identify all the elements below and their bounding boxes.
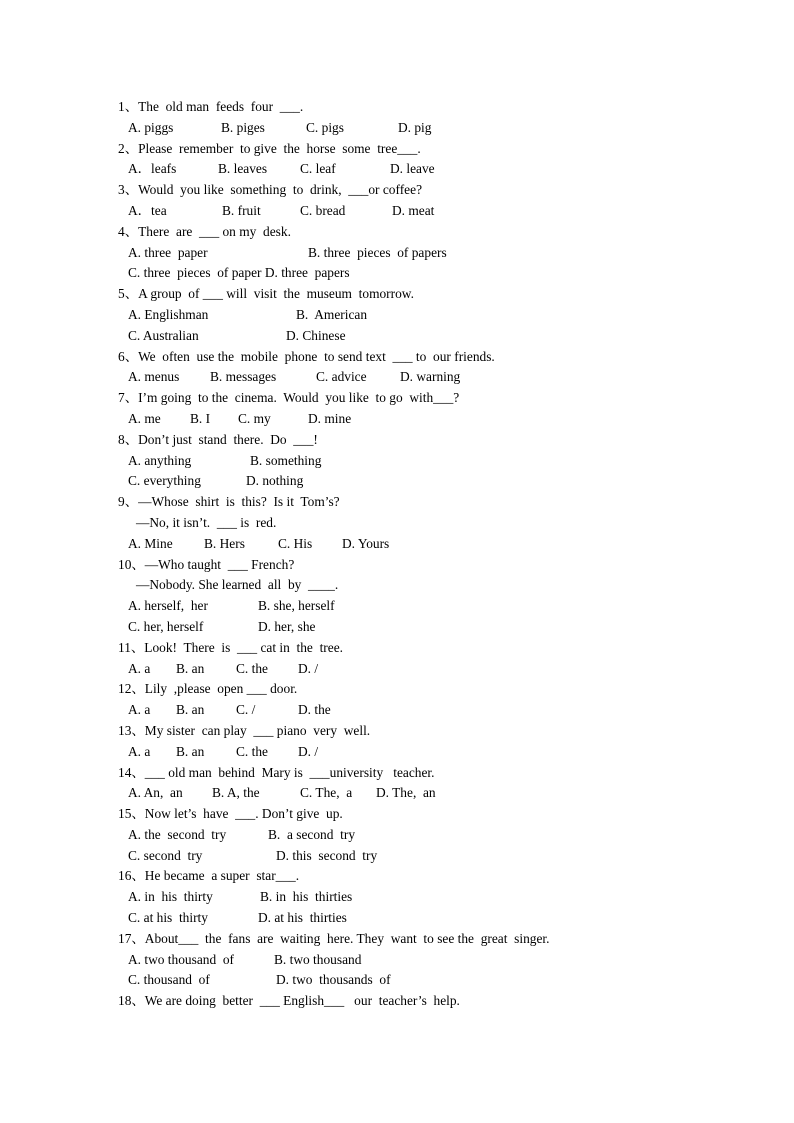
question-number: 13、 xyxy=(118,722,145,738)
question-3-options-row xyxy=(118,201,738,222)
question-text: I’m going to the cinema. Would you like to go with___? xyxy=(138,390,460,406)
answer-option: C. my xyxy=(238,410,271,426)
question-14-options-row xyxy=(118,783,738,804)
answer-option: D. / xyxy=(298,743,319,759)
answer-option: C. the xyxy=(236,743,268,759)
question-5-options-row xyxy=(118,326,738,347)
answer-option: A. herself, her xyxy=(128,598,208,614)
answer-option: A. a xyxy=(128,743,151,759)
question-number: 5、 xyxy=(118,286,139,302)
question-text: Lily ,please open ___ door. xyxy=(144,681,298,697)
question-number: 8、 xyxy=(118,431,139,447)
question-9-options-row xyxy=(118,534,738,555)
question-13 xyxy=(118,721,738,742)
question-4-options-row xyxy=(118,263,738,284)
answer-option: C. at his thirty xyxy=(128,910,208,926)
question-text: There are ___ on my desk. xyxy=(138,223,291,239)
answer-option: D. leave xyxy=(390,161,435,177)
answer-option: D. mine xyxy=(308,410,352,426)
answer-option: D. at his thirties xyxy=(258,910,347,926)
question-number: 18、 xyxy=(118,993,145,1009)
answer-option: C. second try xyxy=(128,847,203,863)
question-text: Don’t just stand there. Do ___! xyxy=(138,431,318,447)
question-number: 3、 xyxy=(118,182,139,198)
answer-option: D. nothing xyxy=(246,473,304,489)
question-text: —Who taught ___ French? xyxy=(144,556,295,572)
answer-option: B. two thousand xyxy=(274,951,362,967)
question-12 xyxy=(118,679,738,700)
question-4 xyxy=(118,222,738,243)
answer-option: A．leafs xyxy=(128,161,177,177)
answer-option: A. Englishman xyxy=(128,306,209,322)
question-10 xyxy=(118,555,738,576)
answer-option: D. her, she xyxy=(258,618,316,634)
question-1 xyxy=(118,97,738,118)
question-number: 12、 xyxy=(118,681,145,697)
answer-option: C. Australian xyxy=(128,327,199,343)
answer-option: D. / xyxy=(298,660,319,676)
question-16-options-row xyxy=(118,887,738,908)
question-8 xyxy=(118,430,738,451)
question-number: 1、 xyxy=(118,99,139,114)
answer-option: B. in his thirties xyxy=(260,889,353,905)
answer-option: C. everything xyxy=(128,473,201,489)
question-8-options-row xyxy=(118,471,738,492)
answer-option: B. three pieces of papers xyxy=(308,244,447,260)
question-2 xyxy=(118,139,738,160)
question-2-options-row xyxy=(118,159,738,180)
question-text: The old man feeds four ___. xyxy=(138,99,304,114)
answer-option: B. an xyxy=(176,702,205,718)
answer-option: A. me xyxy=(128,410,161,426)
answer-option: B. piges xyxy=(221,119,265,135)
answer-option: B. something xyxy=(250,452,322,468)
question-18 xyxy=(118,991,738,1012)
question-4-options-row xyxy=(118,243,738,264)
answer-option: A. An, an xyxy=(128,785,183,801)
answer-option: A. three paper xyxy=(128,244,208,260)
answer-option: A. piggs xyxy=(128,119,174,135)
answer-option: C. / xyxy=(236,702,256,718)
answer-option: B. Hers xyxy=(204,535,245,551)
question-17 xyxy=(118,929,738,950)
answer-option: B. an xyxy=(176,743,205,759)
question-number: 14、 xyxy=(118,764,145,780)
question-17-options-row xyxy=(118,950,738,971)
answer-option: C. her, herself xyxy=(128,618,204,634)
answer-option: D. the xyxy=(298,702,331,718)
question-9-dialogue: —No, it isn’t. ___ is red. xyxy=(136,514,277,530)
question-text: Would you like something to drink, ___or coffee? xyxy=(138,182,423,198)
question-text: ___ old man behind Mary is ___university teacher. xyxy=(144,764,435,780)
question-text: He became a super star___. xyxy=(144,868,300,884)
question-text: Please remember to give the horse some tree___. xyxy=(138,140,421,156)
answer-option: A. Mine xyxy=(128,535,173,551)
answer-option: C. the xyxy=(236,660,268,676)
question-6 xyxy=(118,347,738,368)
question-number: 4、 xyxy=(118,223,139,239)
question-number: 9、 xyxy=(118,494,139,510)
answer-option: B. an xyxy=(176,660,205,676)
question-15-options-row xyxy=(118,825,738,846)
answer-option: C. leaf xyxy=(300,161,336,177)
answer-option: D. meat xyxy=(392,202,435,218)
answer-option: C. The, a xyxy=(300,785,353,801)
answer-option: B. I xyxy=(190,410,211,426)
answer-option: D. two thousands of xyxy=(276,972,391,988)
answer-option: B. A, the xyxy=(212,785,260,801)
answer-option: B. she, herself xyxy=(258,598,335,614)
question-1-options-row xyxy=(118,118,738,139)
answer-option: A. a xyxy=(128,702,151,718)
answer-option: C. pigs xyxy=(306,119,344,135)
question-number: 6、 xyxy=(118,348,139,364)
question-8-options-row xyxy=(118,451,738,472)
answer-option: B. American xyxy=(296,306,368,322)
question-17-options-row xyxy=(118,970,738,991)
question-number: 15、 xyxy=(118,806,145,822)
question-text: My sister can play ___ piano very well. xyxy=(144,722,371,738)
question-9 xyxy=(118,492,738,513)
answer-option: C. thousand of xyxy=(128,972,210,988)
question-text: We are doing better ___ English___ our teacher’s help. xyxy=(144,993,460,1009)
question-number: 10、 xyxy=(118,556,145,572)
answer-option: D. this second try xyxy=(276,847,378,863)
question-text: —Whose shirt is this? Is it Tom’s? xyxy=(138,494,340,510)
question-12-options-row xyxy=(118,700,738,721)
answer-option: C. advice xyxy=(316,369,367,385)
answer-option: D. Chinese xyxy=(286,327,346,343)
question-number: 17、 xyxy=(118,930,145,946)
answer-option: D. Yours xyxy=(342,535,390,551)
answer-option: A．tea xyxy=(128,202,167,218)
question-text: About___ the fans are waiting here. They want to see the great singer. xyxy=(144,930,550,946)
question-13-options-row xyxy=(118,742,738,763)
question-text: Look! There is ___ cat in the tree. xyxy=(144,639,343,655)
answer-option: B. a second try xyxy=(268,826,356,842)
question-10-dialogue: —Nobody. She learned all by ____. xyxy=(136,577,339,593)
question-16-options-row xyxy=(118,908,738,929)
answer-option: C. His xyxy=(278,535,313,551)
question-14 xyxy=(118,763,738,784)
answer-option: A. anything xyxy=(128,452,192,468)
question-number: 2、 xyxy=(118,140,139,156)
question-16 xyxy=(118,866,738,887)
answer-option: C. bread xyxy=(300,202,346,218)
question-text: Now let’s have ___. Don’t give up. xyxy=(144,806,343,822)
answer-option: B. leaves xyxy=(218,161,268,177)
answer-option: D. warning xyxy=(400,369,461,385)
question-number: 7、 xyxy=(118,390,139,406)
question-15 xyxy=(118,804,738,825)
question-10-options-row xyxy=(118,617,738,638)
answer-option: A. menus xyxy=(128,369,180,385)
answer-option: A. the second try xyxy=(128,826,227,842)
answer-option: A. two thousand of xyxy=(128,951,235,967)
question-5-options-row xyxy=(118,305,738,326)
question-15-options-row xyxy=(118,846,738,867)
question-text: We often use the mobile phone to send text ___ to our friends. xyxy=(138,348,495,364)
question-5 xyxy=(118,284,738,305)
answer-option: C. three pieces of paper D. three papers xyxy=(128,265,350,281)
question-text: A group of ___ will visit the museum tomorrow. xyxy=(138,286,414,302)
question-number: 16、 xyxy=(118,868,145,884)
question-7-options-row xyxy=(118,409,738,430)
question-11 xyxy=(118,638,738,659)
answer-option: A. in his thirty xyxy=(128,889,213,905)
question-7 xyxy=(118,388,738,409)
answer-option: D. pig xyxy=(398,119,432,135)
question-6-options-row xyxy=(118,367,738,388)
question-11-options-row xyxy=(118,659,738,680)
question-3 xyxy=(118,180,738,201)
answer-option: A. a xyxy=(128,660,151,676)
question-10-options-row xyxy=(118,596,738,617)
answer-option: D. The, an xyxy=(376,785,436,801)
question-list xyxy=(118,97,738,1012)
answer-option: B. messages xyxy=(210,369,277,385)
answer-option: B. fruit xyxy=(222,202,261,218)
question-number: 11、 xyxy=(118,639,145,655)
